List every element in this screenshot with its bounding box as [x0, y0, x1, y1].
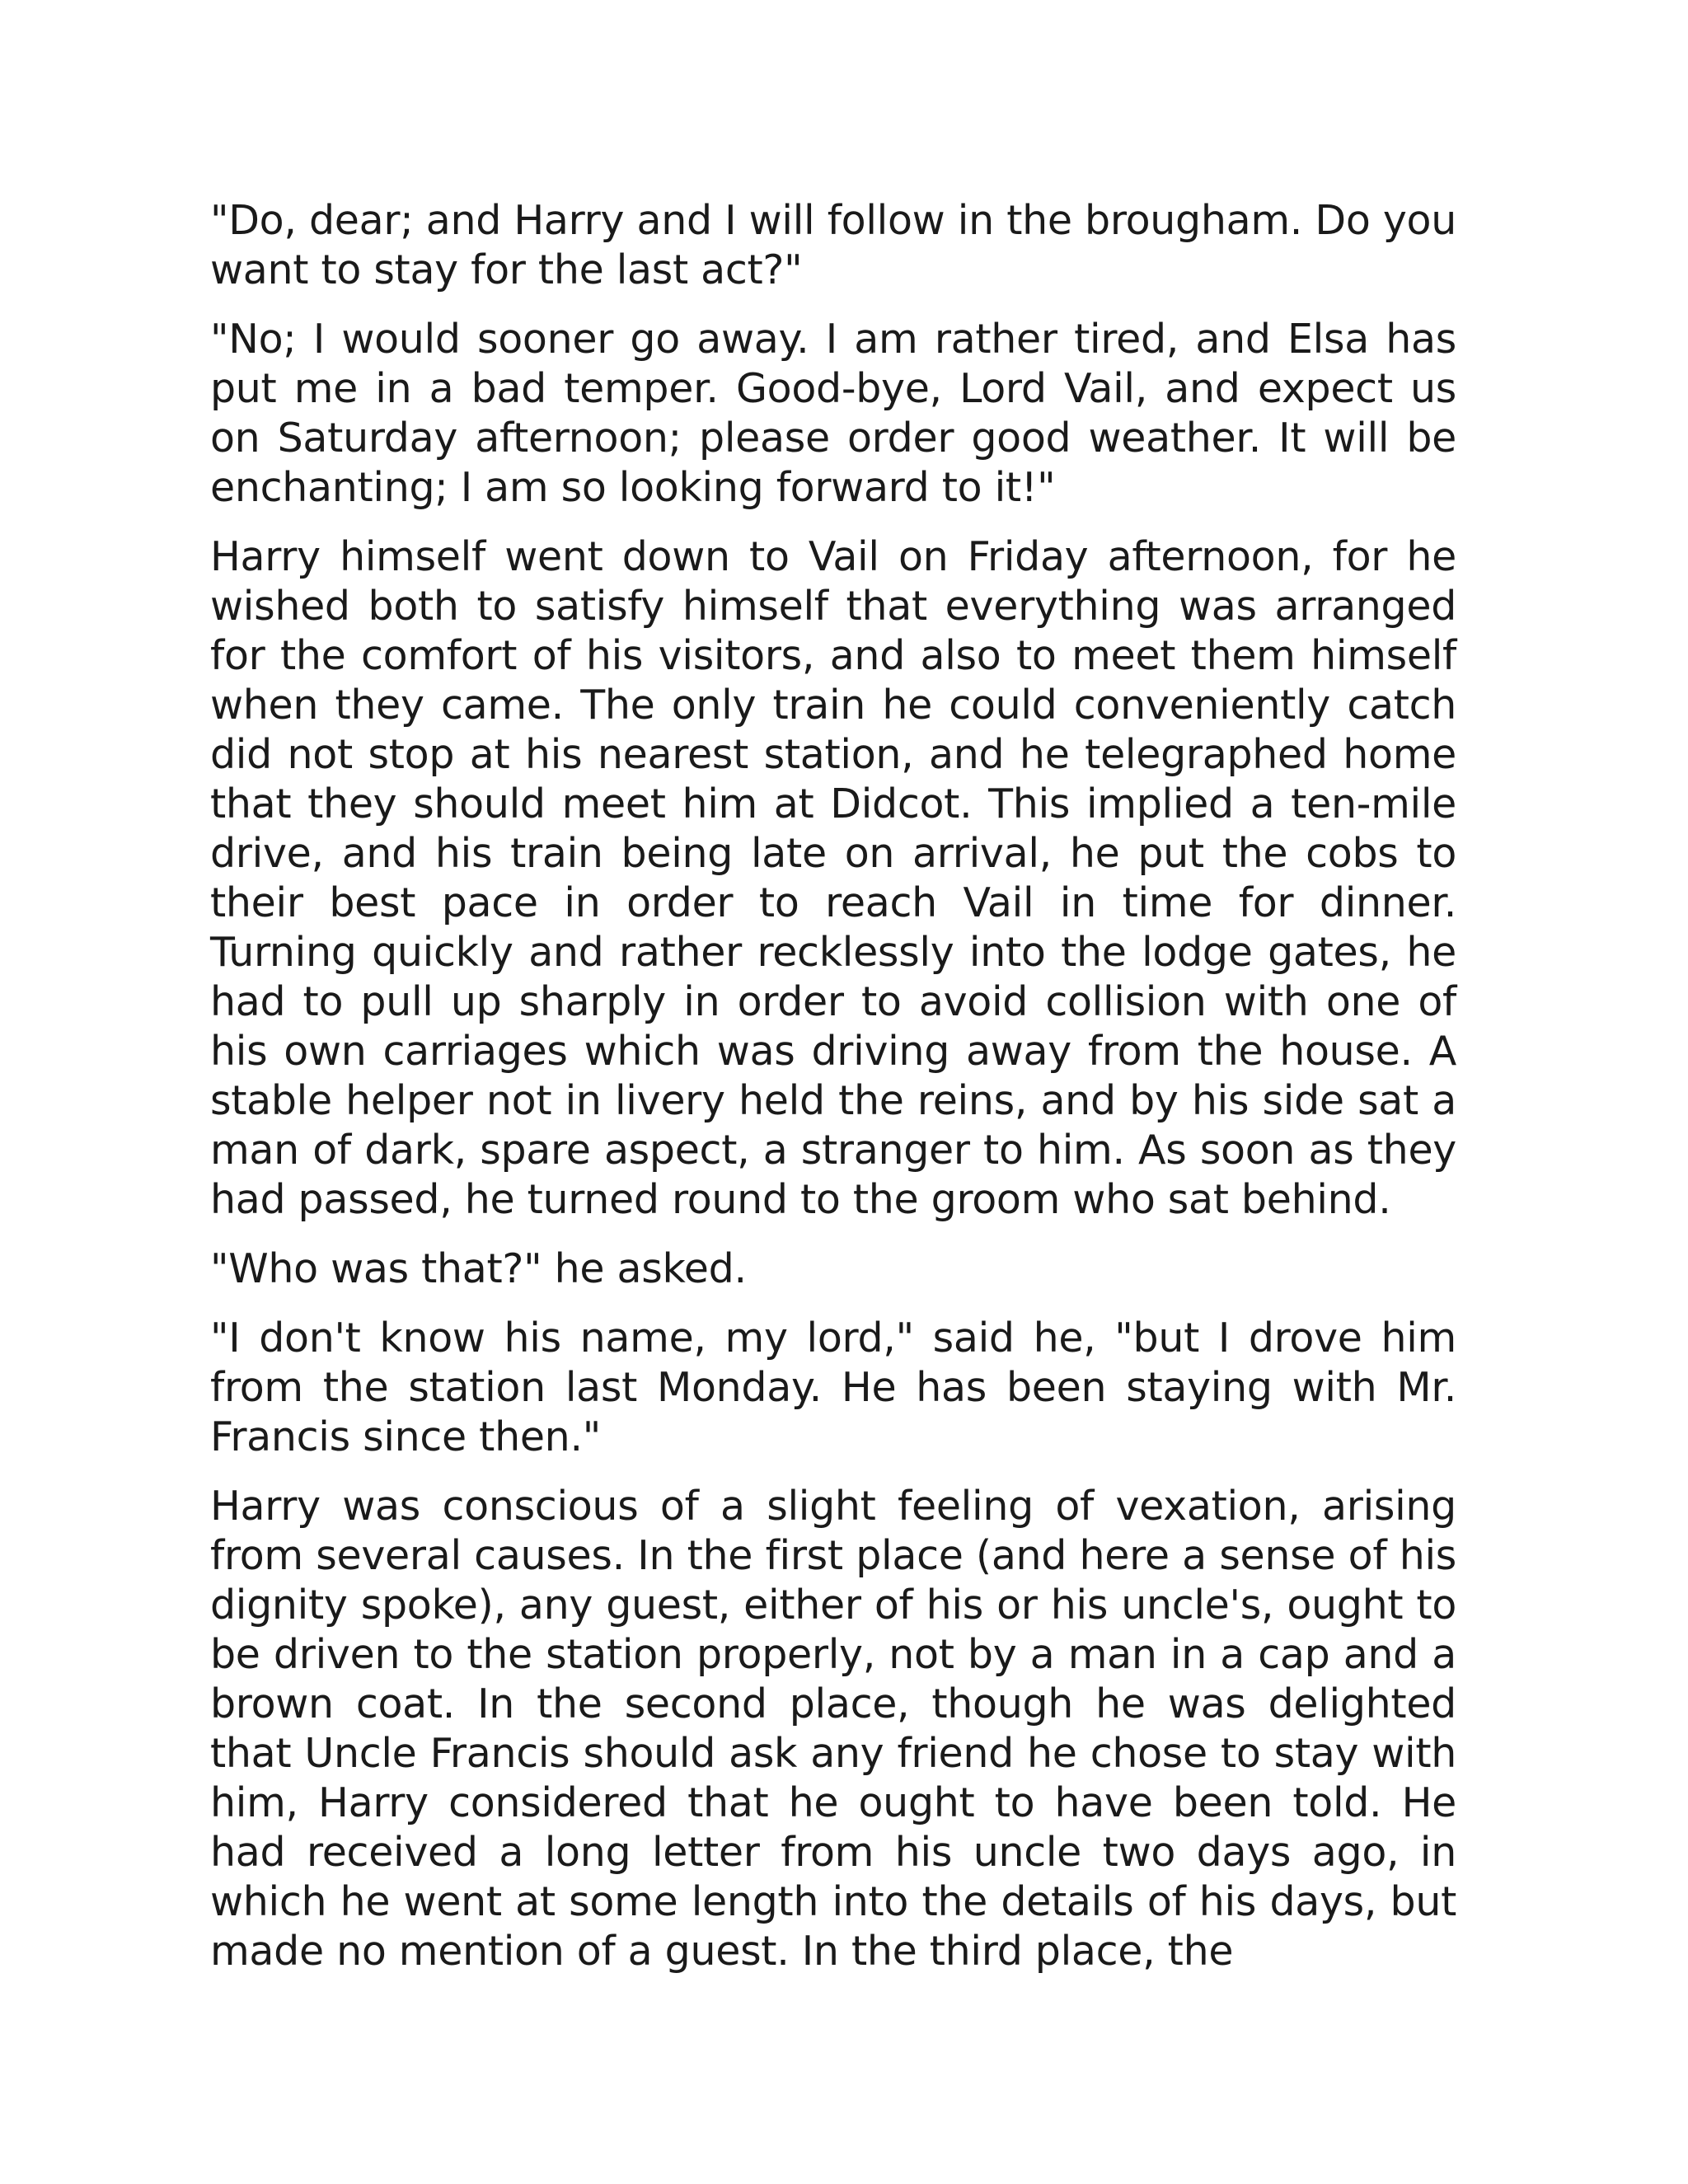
paragraph-4: "Who was that?" he asked. — [210, 1245, 747, 1292]
document-page — [210, 196, 1456, 1996]
paragraph-2: "No; I would sooner go away. I am rather tired, and Elsa has put me in a bad temper. Good-bye, Lord Vail, and expect us on Saturday afternoon; please order good weather. It will be enchanting; I am so looking forward to it!" — [210, 316, 1456, 511]
paragraph-1: "Do, dear; and Harry and I will follow in the brougham. Do you want to stay for the last act?" — [210, 197, 1456, 293]
paragraph-5: "I don't know his name, my lord," said he, "but I drove him from the station last Monday. He has been staying with Mr. Francis since then." — [210, 1315, 1456, 1460]
paragraph-3: Harry himself went down to Vail on Friday afternoon, for he wished both to satisfy himself that everything was arranged for the comfort of his visitors, and also to meet them himself when they came. The only train he could conveniently catch did not stop at his nearest station, and he telegraphed home that they should meet him at Didcot. This implied a ten-mile drive, and his train being late on arrival, he put the cobs to their best pace in order to reach Vail in time for dinner. Turning quickly and rather recklessly into the lodge gates, he had to pull up sharply in order to avoid collision with one of his own carriages which was driving away from the house. A stable helper not in livery held the reins, and by his side sat a man of dark, spare aspect, a stranger to him. As soon as they had passed, he turned round to the groom who sat behind. — [210, 533, 1456, 1223]
paragraph-6: Harry was conscious of a slight feeling of vexation, arising from several causes. In the first place (and here a sense of his dignity spoke), any guest, either of his or his uncle's, ought to be driven to the station properly, not by a man in a cap and a brown coat. In the second place, though he was delighted that Uncle Francis should ask any friend he chose to stay with him, Harry considered that he ought to have been told. He had received a long letter from his uncle two days ago, in which he went at some length into the details of his days, but made no mention of a guest. In the third place, the — [210, 1483, 1456, 1975]
